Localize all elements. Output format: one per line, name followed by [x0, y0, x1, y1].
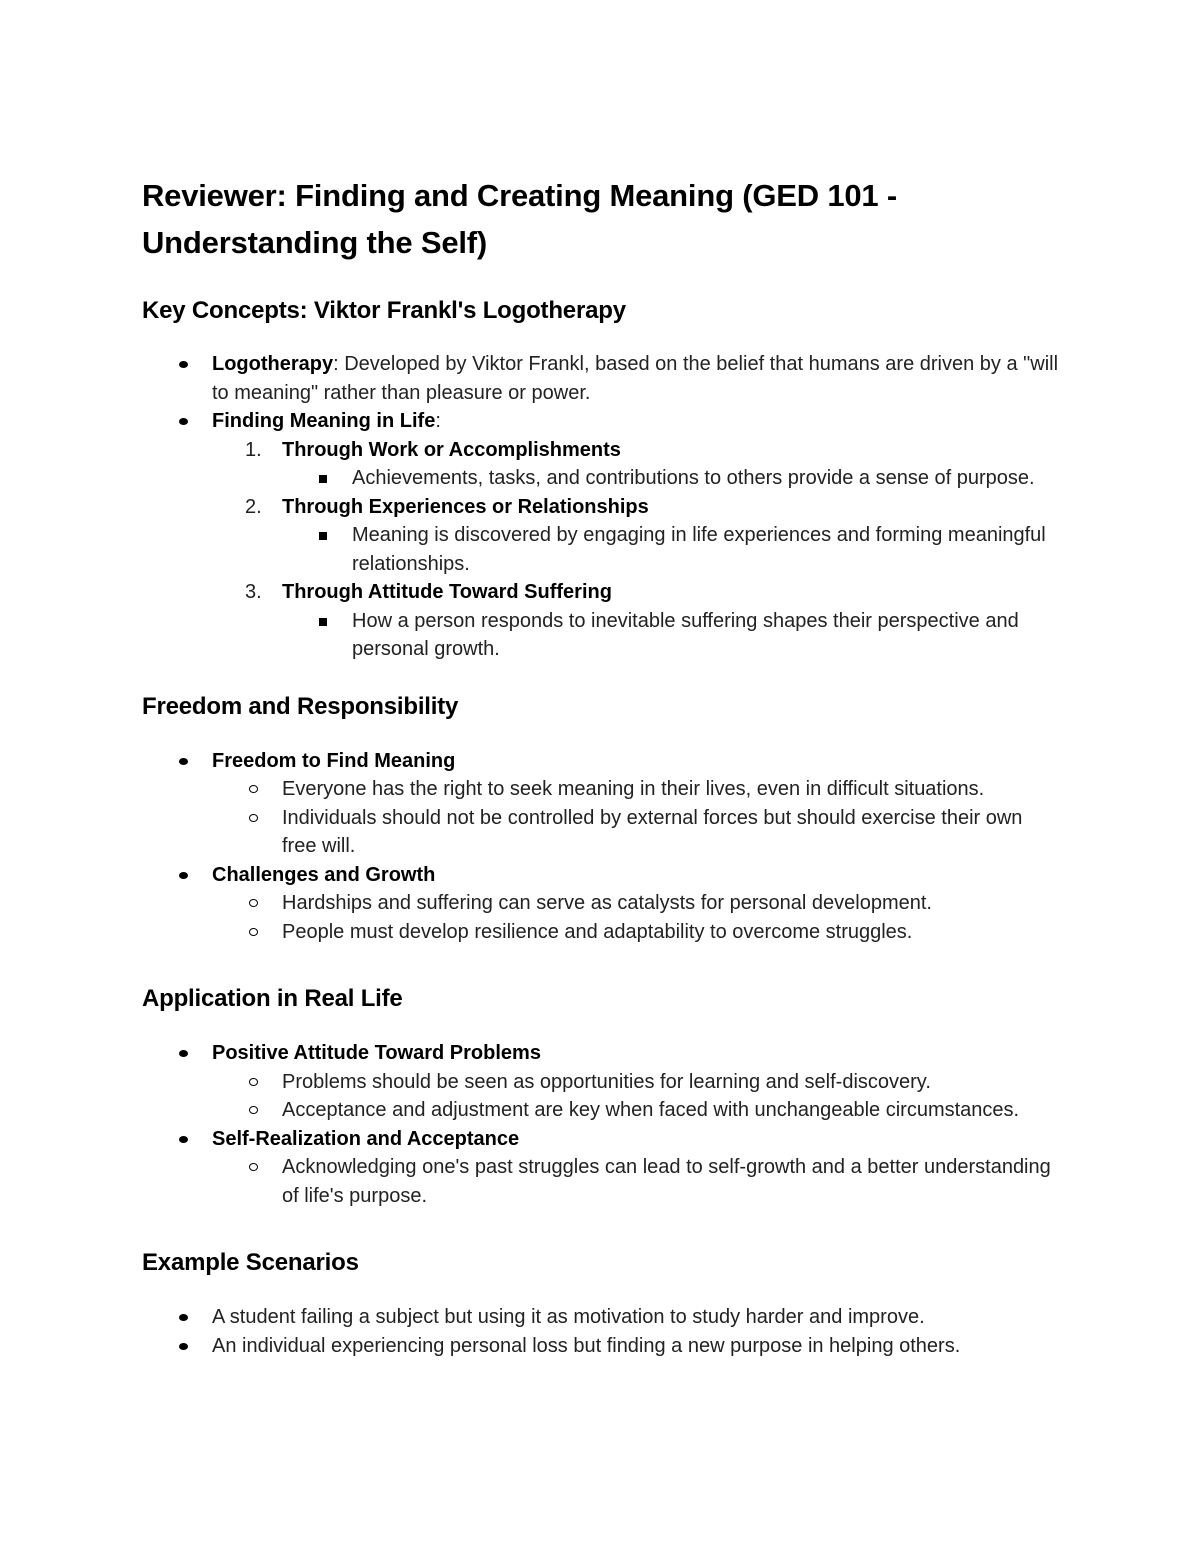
list-item: [142, 407, 1062, 664]
item-text: Problems should be seen as opportunities for learning and self-discovery.: [282, 1070, 931, 1093]
bullet-disc-icon: [179, 872, 188, 879]
item-number: 3.: [245, 581, 262, 603]
numbered-item: [212, 436, 1062, 493]
section-heading: Example Scenarios: [142, 1249, 359, 1276]
bullet-disc-icon: [179, 1050, 188, 1057]
bullet-circle-icon: [249, 1163, 258, 1171]
item-text: Everyone has the right to seek meaning in their lives, even in difficult situations.: [282, 778, 985, 800]
item-text: Hardships and suffering can serve as catalysts for personal development.: [282, 892, 932, 914]
item-label: Through Experiences or Relationships: [282, 495, 649, 518]
numbered-item: [212, 578, 1062, 664]
bullet-disc-icon: [179, 758, 188, 765]
list-item: [142, 1125, 1062, 1211]
item-text: An individual experiencing personal loss but finding a new purpose in helping others.: [212, 1334, 961, 1357]
item-text: Individuals should not be controlled by external forces but should exercise their own free will.: [282, 806, 1023, 857]
sub-list: [212, 775, 1062, 861]
sub-list: [282, 521, 1062, 578]
item-label: Logotherapy: [212, 353, 334, 375]
document-content: [142, 172, 1062, 1360]
list-item: [282, 607, 1062, 664]
bullet-list: [142, 350, 1062, 664]
item-text: Acknowledging one's past struggles can lead to self-growth and a better understanding of life's purpose.: [282, 1156, 1051, 1207]
list-item: [142, 747, 1062, 861]
section-heading: Application in Real Life: [142, 985, 403, 1012]
item-number: 2.: [245, 495, 262, 518]
list-item: [212, 1068, 1062, 1097]
list-item: [212, 1096, 1062, 1125]
numbered-item: [212, 493, 1062, 579]
item-number: 1.: [245, 438, 262, 461]
item-text: Achievements, tasks, and contributions to others provide a sense of purpose.: [352, 467, 1035, 489]
item-label: Positive Attitude Toward Problems: [212, 1042, 541, 1064]
section-heading: Key Concepts: Viktor Frankl's Logotherapy: [142, 297, 626, 324]
item-text: How a person responds to inevitable suffering shapes their perspective and personal growth.: [352, 609, 1019, 660]
list-item: [212, 1153, 1062, 1210]
item-text: : Developed by Viktor Frankl, based on the belief that humans are driven by a "will to meaning" rather than pleasure or power.: [212, 353, 1059, 404]
sub-list: [282, 464, 1062, 493]
bullet-circle-icon: [249, 785, 258, 793]
bullet-square-icon: [319, 532, 327, 540]
item-text: Acceptance and adjustment are key when faced with unchangeable circumstances.: [282, 1099, 1020, 1121]
bullet-circle-icon: [249, 1106, 258, 1114]
item-text: People must develop resilience and adaptability to overcome struggles.: [282, 920, 913, 943]
section-heading: Freedom and Responsibility: [142, 692, 459, 720]
bullet-disc-icon: [179, 361, 188, 368]
bullet-list: [142, 747, 1062, 947]
bullet-disc-icon: [179, 1314, 188, 1321]
sub-list: [212, 1068, 1062, 1125]
bullet-circle-icon: [249, 1078, 258, 1086]
bullet-circle-icon: [249, 928, 258, 936]
bullet-square-icon: [319, 618, 327, 626]
bullet-circle-icon: [249, 899, 258, 907]
numbered-list: [212, 436, 1062, 664]
bullet-circle-icon: [249, 814, 258, 822]
list-item: [212, 775, 1062, 804]
list-item: [212, 889, 1062, 918]
bullet-list: [142, 1303, 1062, 1360]
bullet-square-icon: [319, 475, 327, 483]
bullet-disc-icon: [179, 418, 188, 425]
item-label: Through Work or Accomplishments: [282, 438, 621, 461]
list-item: [142, 1303, 1062, 1332]
sub-list: [282, 607, 1062, 664]
list-item: [142, 350, 1062, 407]
list-item: [282, 464, 1062, 493]
item-label: Challenges and Growth: [212, 863, 436, 886]
document-title: Reviewer: Finding and Creating Meaning (GED 101 - Understanding the Self): [142, 178, 897, 260]
list-item: [142, 861, 1062, 947]
item-text: Meaning is discovered by engaging in life experiences and forming meaningful relationships.: [352, 524, 1046, 575]
list-item: [282, 521, 1062, 578]
item-label: Freedom to Find Meaning: [212, 749, 456, 772]
item-label: Through Attitude Toward Suffering: [282, 581, 612, 603]
sub-list: [212, 1153, 1062, 1210]
list-item: [212, 804, 1062, 861]
item-text: A student failing a subject but using it as motivation to study harder and improve.: [212, 1306, 925, 1328]
item-label: Self-Realization and Acceptance: [212, 1127, 520, 1150]
item-label: Finding Meaning in Life: [212, 410, 436, 432]
bullet-list: [142, 1039, 1062, 1210]
list-item: [212, 918, 1062, 947]
list-item: [142, 1039, 1062, 1125]
bullet-disc-icon: [179, 1136, 188, 1143]
list-item: [142, 1332, 1062, 1361]
sub-list: [212, 889, 1062, 946]
bullet-disc-icon: [179, 1343, 188, 1350]
item-text: :: [435, 410, 441, 432]
